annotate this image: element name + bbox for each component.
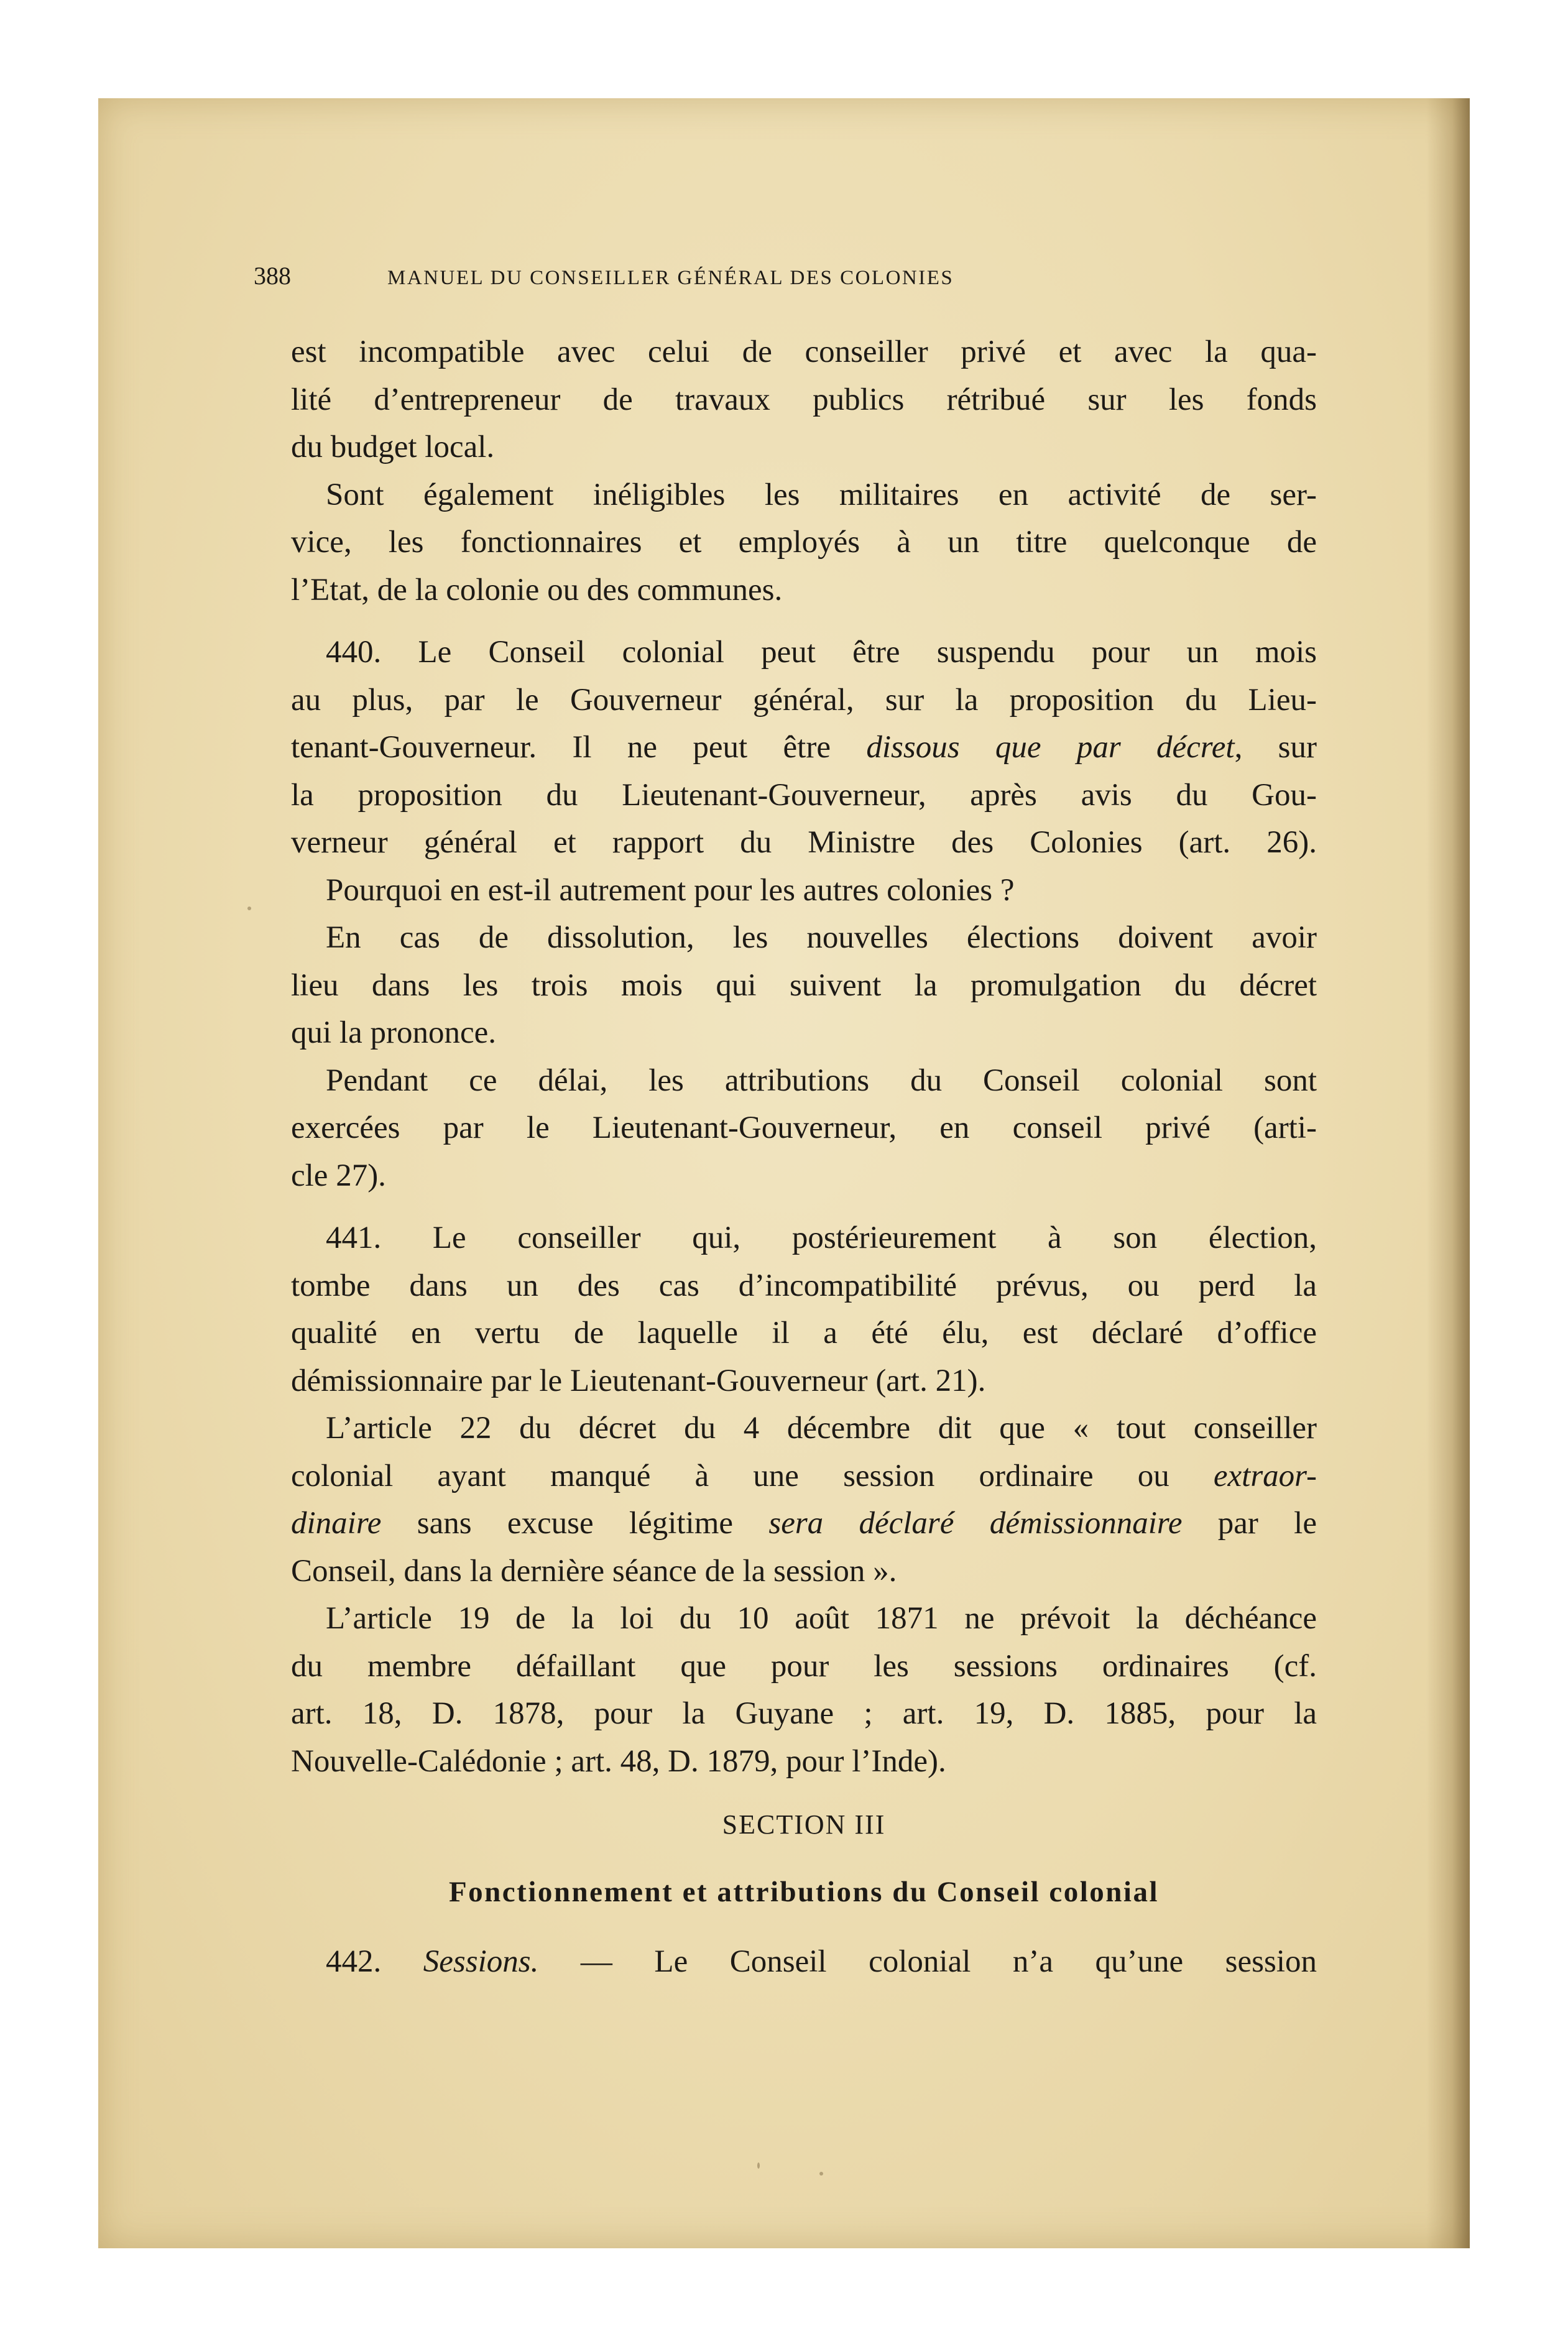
text-line: cle 27). <box>291 1158 386 1193</box>
text-line: verneur général et rapport du Ministre des Colonies (art. 26). <box>291 825 1317 860</box>
section-title: Fonctionnement et attributions du Conseil colonial <box>448 1876 1160 1908</box>
text-line: Conseil, dans la dernière séance de la session ». <box>291 1553 897 1589</box>
text-line: Sont également inéligibles les militaires en activité de ser- <box>326 477 1317 512</box>
text-line: dinaire sans excuse légitime sera déclaré démissionnaire par le <box>291 1506 1317 1541</box>
text-line: 442. Sessions. — Le Conseil colonial n’a qu’une session <box>326 1944 1317 1979</box>
paragraph-gap <box>291 614 1317 629</box>
paper-speck <box>247 907 251 910</box>
text-line: qui la prononce. <box>291 1015 496 1050</box>
running-head <box>254 261 1317 298</box>
text-line: art. 18, D. 1878, pour la Guyane ; art. 19, D. 1885, pour la <box>291 1696 1317 1731</box>
section-label: SECTION III <box>722 1809 886 1840</box>
paper-speck <box>757 2162 760 2169</box>
text-line: colonial ayant manqué à une session ordinaire ou extraor- <box>291 1458 1317 1493</box>
text-line: L’article 19 de la loi du 10 août 1871 ne prévoit la déchéance <box>326 1601 1317 1636</box>
text-line: qualité en vertu de laquelle il a été élu, est déclaré d’office <box>291 1316 1317 1350</box>
text-line: En cas de dissolution, les nouvelles élections doivent avoir <box>326 920 1317 955</box>
text-line: au plus, par le Gouverneur général, sur la proposition du Lieu- <box>291 682 1317 718</box>
text-line: exercées par le Lieutenant-Gouverneur, en conseil privé (arti- <box>291 1110 1317 1145</box>
text-line: démissionnaire par le Lieutenant-Gouverneur (art. 21). <box>291 1363 986 1398</box>
text-line: 440. Le Conseil colonial peut être suspendu pour un mois <box>326 635 1317 670</box>
text-line: tenant-Gouverneur. Il ne peut être dissous que par décret, sur <box>291 730 1317 765</box>
text-line: L’article 22 du décret du 4 décembre dit que « tout conseiller <box>326 1411 1317 1446</box>
text-line: 441. Le conseiller qui, postérieurement à son élection, <box>326 1221 1317 1255</box>
paper-speck <box>819 2172 823 2176</box>
text-line: du budget local. <box>291 430 495 464</box>
text-line: est incompatible avec celui de conseiller privé et avec la qua- <box>291 335 1317 369</box>
text-line: du membre défaillant que pour les sessions ordinaires (cf. <box>291 1648 1317 1684</box>
text-line: tombe dans un des cas d’incompatibilité prévus, ou perd la <box>291 1268 1317 1303</box>
text-line: Pendant ce délai, les attributions du Conseil colonial sont <box>326 1063 1317 1098</box>
page-content <box>254 261 1317 1986</box>
text-line: lité d’entrepreneur de travaux publics rétribué sur les fonds <box>291 382 1317 417</box>
text-line: lieu dans les trois mois qui suivent la promulgation du décret <box>291 967 1317 1003</box>
text-line: l’Etat, de la colonie ou des communes. <box>291 572 783 607</box>
running-title: MANUEL DU CONSEILLER GÉNÉRAL DES COLONIES <box>387 267 954 289</box>
page-spine-shadow <box>1426 98 1470 2248</box>
text-line: la proposition du Lieutenant-Gouverneur, après avis du Gou- <box>291 777 1317 813</box>
text-line: Nouvelle-Calédonie ; art. 48, D. 1879, pour l’Inde). <box>291 1743 946 1779</box>
body-text <box>291 328 1317 1986</box>
page-number: 388 <box>254 262 291 290</box>
paragraph-gap <box>291 1199 1317 1214</box>
text-line: vice, les fonctionnaires et employés à un titre quelconque de <box>291 525 1317 560</box>
text-line: Pourquoi en est-il autrement pour les autres colonies ? <box>326 872 1015 908</box>
